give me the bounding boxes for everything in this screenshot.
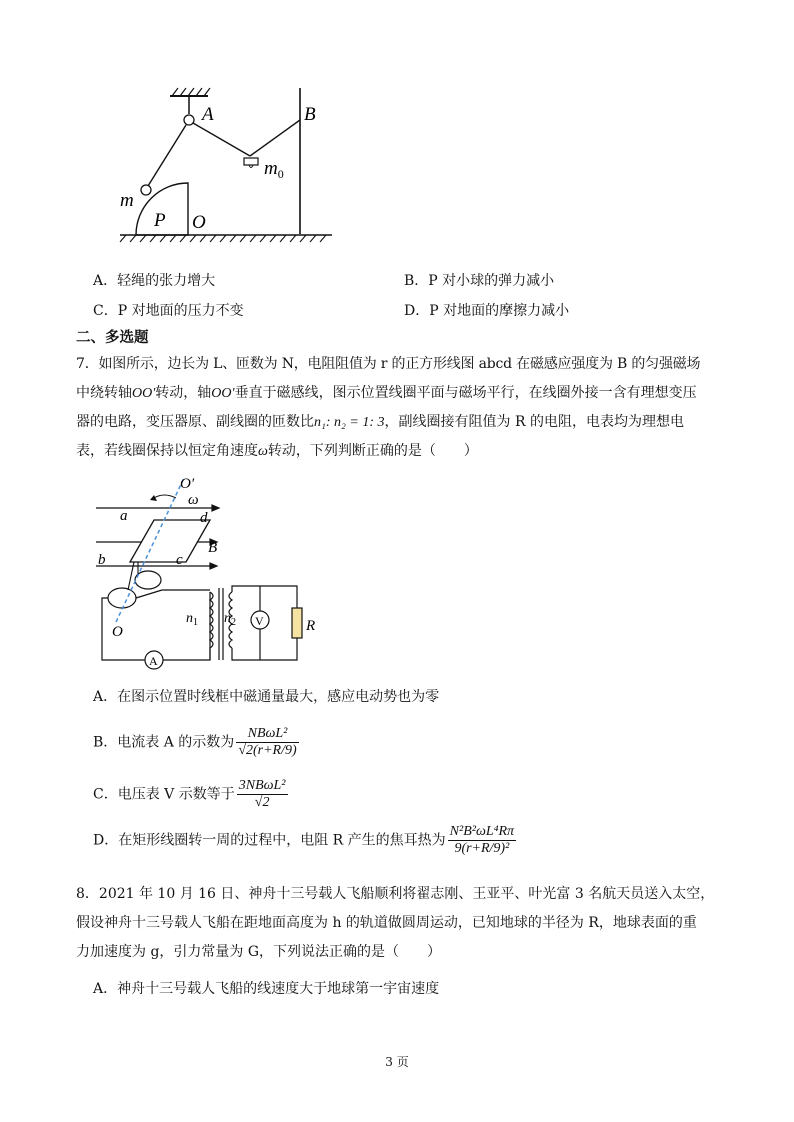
q6-option-a: A．轻绳的张力增大 — [93, 273, 216, 289]
q6-option-c: C．P 对地面的压力不变 — [93, 303, 244, 319]
fig-label-b: b — [98, 552, 106, 568]
q7-stem — [76, 350, 716, 466]
label-B: B — [304, 104, 316, 125]
label-O: O — [192, 212, 206, 233]
fig-label-d: d — [200, 510, 208, 526]
q7-option-c: C．电压表 V 示数等于 $\frac{\text{3NBωL²}}{√2}$ — [93, 778, 286, 810]
svg-text:n2 — [224, 611, 236, 628]
fig-label-n1-sub: 1 — [193, 617, 198, 628]
fig-label-B: B — [208, 540, 218, 556]
fig-label-n1: n — [186, 611, 193, 626]
label-P: P — [154, 210, 166, 231]
q6-option-b: B．P 对小球的弹力减小 — [404, 273, 555, 289]
fig-label-a: a — [120, 508, 128, 524]
fig-label-omega: ω — [188, 492, 199, 508]
q7-line-4: 表，若线圈保持以恒定角速度ω转动，下列判断正确的是（ ） — [76, 443, 478, 459]
fig-label-Oprime: O′ — [180, 476, 195, 492]
q7-line-3: 器的电路，变压器原、副线圈的匝数比n₁: n₂ = 1: 3，副线圈接有阻值为 R 的电阻，电表均为理想电 — [76, 414, 684, 430]
transformer-circuit-figure — [92, 470, 322, 675]
fig-label-A: A — [149, 654, 158, 668]
fig-label-R: R — [306, 618, 316, 634]
svg-text:n1 — [186, 611, 198, 628]
q7-option-a: A．在图示位置时线框中磁通量最大，感应电动势也为零 — [93, 689, 440, 705]
section-heading: 二、多选题 — [76, 330, 149, 346]
fig-label-c: c — [176, 552, 183, 568]
pulley-figure — [110, 78, 340, 248]
q7-line-2: 中绕转轴OO′转动，轴OO′垂直于磁感线，图示位置线圈平面与磁场平行，在线圈外接一含有理想变压 — [76, 385, 697, 401]
q7-line-1: 7．如图所示，边长为 L、匝数为 N，电阻阻值为 r 的正方形线图 abcd 在磁感应强度为 B 的匀强磁场 — [76, 356, 701, 372]
q8-line-2: 假设神舟十三号载人飞船在距地面高度为 h 的轨道做圆周运动，已知地球的半径为 R，地球表面的重 — [76, 915, 697, 931]
fig-label-V: V — [255, 614, 264, 628]
page-number: 3 页 — [385, 1055, 409, 1069]
q7-option-b: B．电流表 A 的示数为 $\frac{\text{NBωL²}}{√2(r+R/9)}$ — [93, 726, 297, 758]
fig-label-n2-sub: 2 — [231, 617, 236, 628]
q8-option-a: A．神舟十三号载人飞船的线速度大于地球第一宇宙速度 — [93, 981, 440, 997]
label-A: A — [202, 104, 214, 125]
q8-line-3: 力加速度为 g，引力常量为 G，下列说法正确的是（ ） — [76, 944, 442, 960]
label-m0: m — [264, 158, 278, 179]
label-m: m — [120, 190, 134, 211]
label-m0-sub: 0 — [277, 167, 284, 181]
q8-stem — [76, 880, 716, 967]
q7-option-d: D．在矩形线圈转一周的过程中，电阻 R 产生的焦耳热为 $\frac{\text{N²B²ωL⁴Rπ}}{\text{9(r+R/9)²}}$ — [93, 824, 515, 856]
q8-line-1: 8．2021 年 10 月 16 日、神舟十三号载人飞船顺利将翟志刚、王亚平、叶光富 3 名航天员送入太空， — [76, 886, 715, 902]
fig-label-n2: n — [224, 611, 231, 626]
q6-option-d: D．P 对地面的摩擦力减小 — [404, 303, 570, 319]
svg-text:m0 — [264, 158, 284, 181]
fig-label-O: O — [112, 624, 123, 640]
